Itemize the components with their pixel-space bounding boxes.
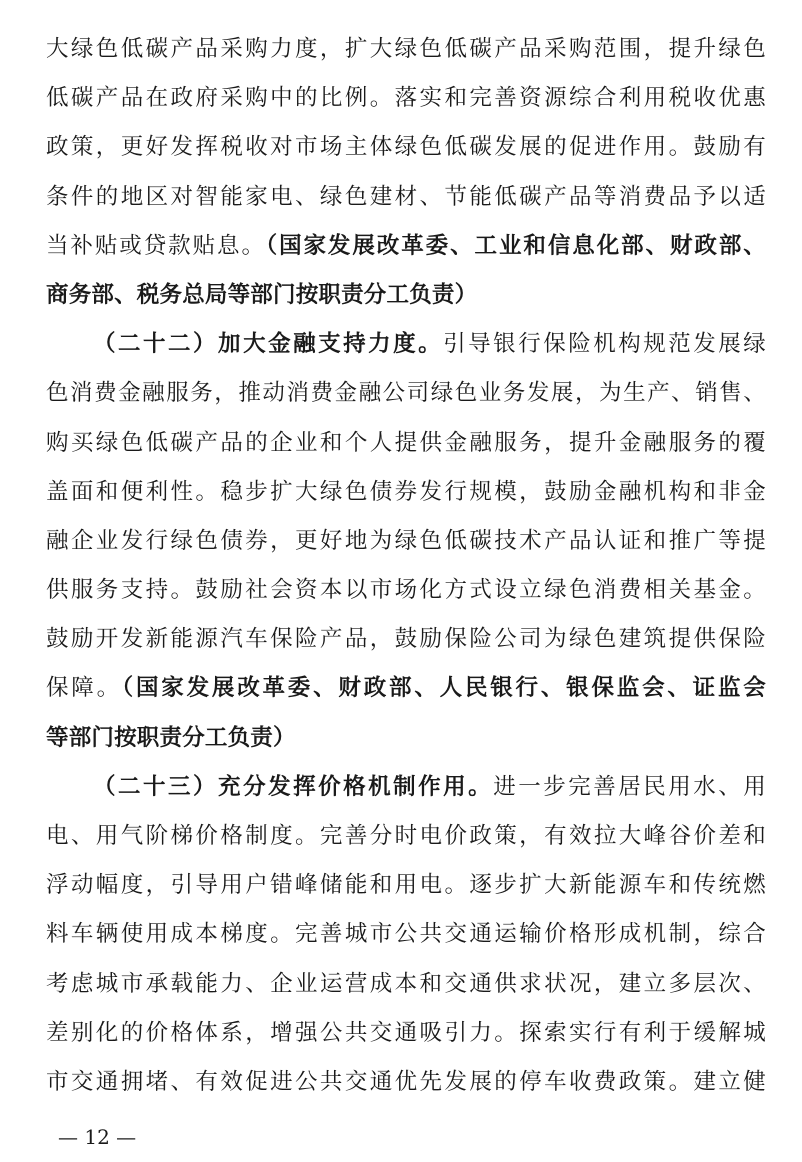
text-segment: 电、用气阶梯价格制度。完善分时电价政策，有效拉大峰谷价差和 [46,823,766,849]
text-line [46,468,766,517]
text-line [46,615,766,664]
text-segment: 条件的地区对智能家电、绿色建材、节能低碳产品等消费品予以适 [46,183,766,210]
text-segment: 保障。 [46,675,122,702]
text-line [46,222,766,271]
text-line [46,812,766,861]
text-line [46,664,766,713]
text-line [46,714,766,763]
text-segment: 融企业发行绿色债券，更好地为绿色低碳技术产品认证和推广等提 [46,527,766,554]
bold-text-segment: 等部门按职责分工负责） [46,724,296,751]
text-line [46,960,766,1009]
text-segment: 低碳产品在政府采购中的比例。落实和完善资源综合利用税收优惠 [46,85,766,112]
bold-text-segment: （国家发展改革委、工业和信息化部、财政部、 [265,232,766,259]
text-segment: 差别化的价格体系，增强公共交通吸引力。探索实行有利于缓解城 [46,1019,766,1046]
page-number: — 12 — [58,1125,137,1149]
text-segment: 市交通拥堵、有效促进公共交通优先发展的停车收费政策。建立健 [46,1068,766,1095]
text-segment: 料车辆使用成本梯度。完善城市公共交通运输价格形成机制，综合 [46,921,766,948]
text-line [46,320,766,369]
text-line [46,369,766,418]
text-line [46,123,766,172]
text-segment: 大绿色低碳产品采购力度，扩大绿色低碳产品采购范围，提升绿色 [46,36,766,62]
text-segment: 购买绿色低碳产品的企业和个人提供金融服务，提升金融服务的覆 [46,429,766,456]
text-line [46,1058,766,1107]
text-segment: 引导银行保险机构规范发展绿 [443,331,766,358]
text-line [46,517,766,566]
text-segment: 进一步完善居民用水、用 [493,773,767,800]
text-segment: 浮动幅度，引导用户错峰储能和用电。逐步扩大新能源车和传统燃 [46,872,766,899]
text-line [46,910,766,959]
bold-text-segment: （二十二）加大金融支持力度。 [93,331,444,358]
text-segment: 当补贴或贷款贴息。 [46,232,266,259]
document-body [46,25,766,1107]
bold-text-segment: （国家发展改革委、财政部、人民银行、银保监会、证监会 [121,675,766,702]
text-line [46,271,766,320]
text-line [46,763,766,812]
bold-text-segment: （二十三）充分发挥价格机制作用。 [93,773,494,800]
text-segment: 政策，更好发挥税收对市场主体绿色低碳发展的促进作用。鼓励有 [46,134,766,161]
bold-text-segment: 商务部、税务总局等部门按职责分工负责） [46,281,478,308]
text-line [46,25,766,74]
text-line [46,1009,766,1058]
text-line [46,173,766,222]
text-line [46,419,766,468]
text-segment: 鼓励开发新能源汽车保险产品，鼓励保险公司为绿色建筑提供保险 [46,626,766,653]
text-segment: 盖面和便利性。稳步扩大绿色债券发行规模，鼓励金融机构和非金 [46,478,766,505]
text-segment: 色消费金融服务，推动消费金融公司绿色业务发展，为生产、销售、 [46,380,766,407]
text-line [46,861,766,910]
text-line [46,74,766,123]
text-segment: 供服务支持。鼓励社会资本以市场化方式设立绿色消费相关基金。 [46,577,766,604]
text-segment: 考虑城市承载能力、企业运营成本和交通供求状况，建立多层次、 [46,970,766,997]
text-line [46,566,766,615]
